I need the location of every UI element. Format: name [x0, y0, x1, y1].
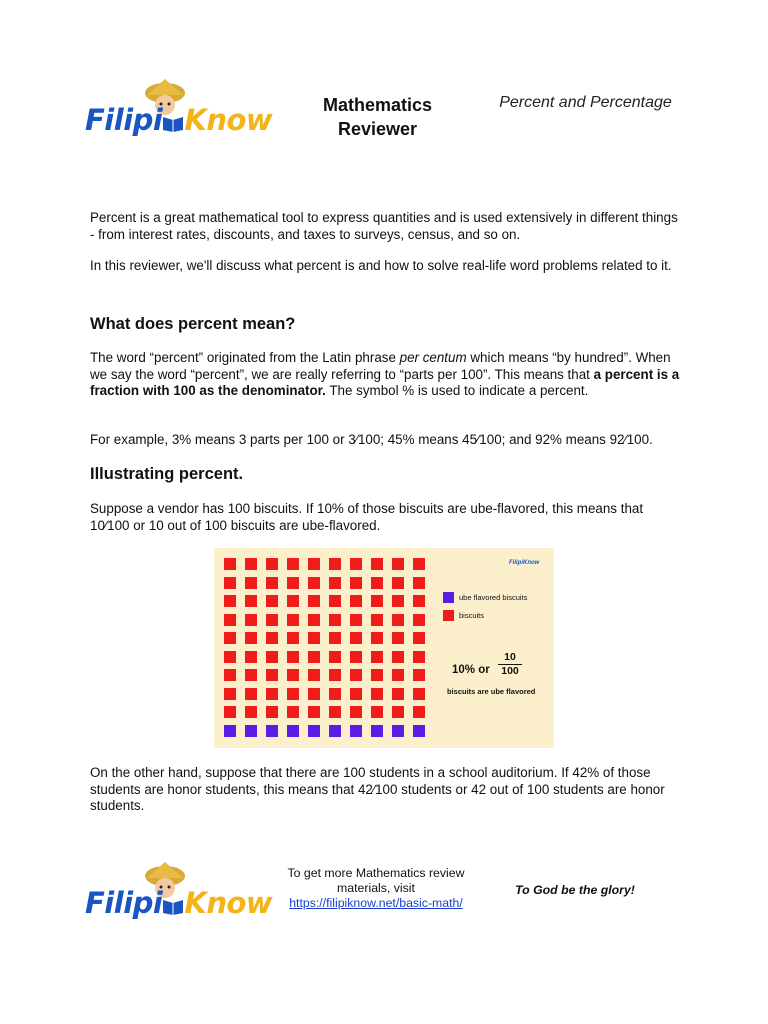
biscuit-square [392, 614, 404, 626]
ube-biscuit-square [371, 725, 383, 737]
percent-illustration [214, 548, 554, 748]
biscuit-square [308, 577, 320, 589]
logo-wordmark: Filipi Know [85, 103, 273, 137]
section-heading-percent-meaning: What does percent mean? [90, 315, 296, 333]
biscuit-square [413, 688, 425, 700]
biscuit-square [224, 706, 236, 718]
biscuit-square [287, 577, 299, 589]
biscuit-square [308, 632, 320, 644]
biscuit-square [308, 595, 320, 607]
ube-biscuit-square [392, 725, 404, 737]
biscuit-square [224, 595, 236, 607]
biscuit-square [287, 632, 299, 644]
definition-highlight: a percent is a fraction with 100 as the denominator. [90, 366, 680, 398]
biscuit-square [329, 595, 341, 607]
biscuit-square [245, 614, 257, 626]
biscuit-square [308, 651, 320, 663]
biscuit-square [266, 706, 278, 718]
legend-biscuits-label: biscuits [459, 611, 485, 620]
biscuit-square [245, 651, 257, 663]
book-icon [162, 114, 184, 132]
page-subtitle: Percent and Percentage [499, 94, 672, 111]
students-paragraph: On the other hand, suppose that there are 100 students in a school auditorium. If 42% of those students are honor students, this means that 42⁄100 students or 42 out of 100 students are honor students. [90, 765, 665, 813]
biscuit-square [350, 706, 362, 718]
percent-definition-paragraph: The word “percent” originated from the Latin phrase per centum which means “by hundred”. When we say the word “percent”, we are really referring to “parts per 100”. This means that a percent is a fraction with 100 as the denominator. The symbol % is used to indicate a percent. [90, 350, 680, 398]
header-logo [85, 75, 273, 165]
ube-biscuit-square [350, 725, 362, 737]
ube-biscuit-square [245, 725, 257, 737]
biscuit-square [392, 651, 404, 663]
biscuit-square [287, 558, 299, 570]
biscuit-square [308, 688, 320, 700]
biscuit-square [413, 632, 425, 644]
biscuit-square [245, 595, 257, 607]
page-title: Mathematics Reviewer [322, 95, 433, 139]
biscuit-square [392, 577, 404, 589]
biscuit-square [350, 632, 362, 644]
biscuit-square [413, 595, 425, 607]
fraction-numerator: 10 [498, 651, 522, 665]
legend-ube-label: ube flavored biscuits [459, 593, 528, 602]
percent-examples-paragraph: For example, 3% means 3 parts per 100 or 3⁄100; 45% means 45⁄100; and 92% means 92⁄100. [90, 432, 653, 447]
biscuit-square [329, 688, 341, 700]
biscuit-square [287, 651, 299, 663]
biscuits-paragraph: Suppose a vendor has 100 biscuits. If 10% of those biscuits are ube-flavored, this means that 10⁄100 or 10 out of 100 biscuits are ube-flavored. [90, 501, 644, 533]
legend-biscuits-swatch [443, 610, 454, 621]
intro-paragraph-2: In this reviewer, we'll discuss what percent is and how to solve real-life word problems related to it. [90, 258, 672, 273]
biscuit-square [371, 706, 383, 718]
biscuit-square [329, 614, 341, 626]
footer-glory: To God be the glory! [515, 883, 635, 897]
biscuit-square [224, 651, 236, 663]
figure-caption: biscuits are ube flavored [447, 687, 536, 696]
intro-paragraph-1: Percent is a great mathematical tool to express quantities and is used extensively in different things - from interest rates, discounts, and taxes to surveys, census, and so on. [90, 210, 678, 242]
biscuit-square [392, 595, 404, 607]
biscuit-square [245, 632, 257, 644]
biscuit-square [224, 669, 236, 681]
percent-label: 10% or [452, 664, 490, 676]
ube-biscuit-square [308, 725, 320, 737]
biscuit-square [371, 688, 383, 700]
biscuit-square [413, 669, 425, 681]
biscuit-square [224, 614, 236, 626]
biscuit-square [308, 558, 320, 570]
biscuit-square [371, 632, 383, 644]
ube-biscuit-square [266, 725, 278, 737]
biscuit-square [371, 669, 383, 681]
biscuit-square [308, 669, 320, 681]
biscuit-square [371, 651, 383, 663]
ube-biscuit-square [224, 725, 236, 737]
biscuit-square [266, 577, 278, 589]
biscuit-square [350, 577, 362, 589]
biscuit-square [392, 688, 404, 700]
biscuit-square [350, 558, 362, 570]
biscuit-square [245, 577, 257, 589]
footer-note: To get more Mathematics review materials, visit https://filipiknow.net/basic-math/ [287, 866, 465, 910]
latin-phrase: per centum [399, 350, 467, 365]
biscuit-square [392, 706, 404, 718]
biscuit-square [350, 595, 362, 607]
biscuit-square [329, 669, 341, 681]
footer-logo [85, 858, 273, 948]
section-heading-illustrating: Illustrating percent. [90, 465, 244, 483]
biscuit-square [308, 614, 320, 626]
biscuit-square [224, 632, 236, 644]
ube-biscuit-square [329, 725, 341, 737]
biscuit-square [392, 669, 404, 681]
biscuit-square [329, 706, 341, 718]
biscuit-square [224, 577, 236, 589]
fraction-denominator: 100 [501, 665, 519, 677]
biscuit-square [350, 688, 362, 700]
biscuit-square [308, 706, 320, 718]
biscuit-square [287, 614, 299, 626]
biscuit-square [266, 558, 278, 570]
biscuit-square [413, 651, 425, 663]
biscuit-square [350, 614, 362, 626]
logo-wordmark: Filipi Know [85, 886, 273, 920]
biscuit-grid [214, 548, 554, 748]
biscuit-square [287, 669, 299, 681]
biscuit-square [413, 558, 425, 570]
biscuit-square [224, 558, 236, 570]
biscuit-square [287, 688, 299, 700]
biscuit-square [224, 688, 236, 700]
biscuit-square [329, 577, 341, 589]
legend-ube-swatch [443, 592, 454, 603]
biscuit-square [329, 651, 341, 663]
biscuit-square [329, 632, 341, 644]
biscuit-square [413, 706, 425, 718]
biscuit-square [266, 632, 278, 644]
ube-biscuit-square [413, 725, 425, 737]
figure-brand: FilipiKnow [509, 560, 540, 566]
biscuit-square [371, 614, 383, 626]
biscuit-square [392, 558, 404, 570]
biscuit-square [245, 706, 257, 718]
biscuit-square [413, 577, 425, 589]
biscuit-square [329, 558, 341, 570]
ube-biscuit-square [287, 725, 299, 737]
biscuit-square [350, 669, 362, 681]
book-icon [162, 897, 184, 915]
biscuit-square [266, 688, 278, 700]
biscuit-square [266, 651, 278, 663]
biscuit-square [371, 595, 383, 607]
biscuit-square [413, 614, 425, 626]
biscuit-square [266, 669, 278, 681]
biscuit-square [245, 558, 257, 570]
biscuit-square [371, 577, 383, 589]
biscuit-square [266, 614, 278, 626]
biscuit-square [245, 669, 257, 681]
biscuit-square [287, 595, 299, 607]
biscuit-square [245, 688, 257, 700]
fraction [498, 651, 522, 678]
biscuit-square [392, 632, 404, 644]
biscuit-square [350, 651, 362, 663]
biscuit-square [266, 595, 278, 607]
basic-math-link[interactable]: https://filipiknow.net/basic-math/ [289, 896, 463, 910]
biscuit-square [371, 558, 383, 570]
biscuit-square [287, 706, 299, 718]
